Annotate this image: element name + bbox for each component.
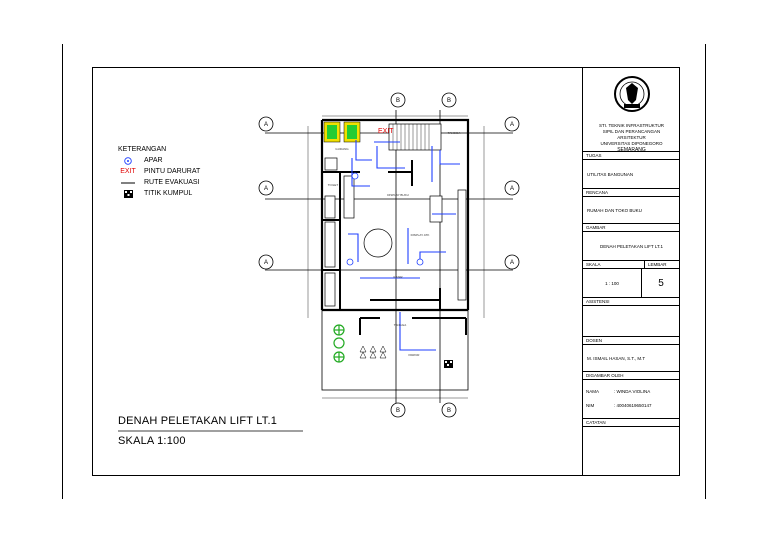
- legend-label: APAR: [144, 156, 163, 164]
- assembly-point-icon: [118, 190, 138, 198]
- svg-text:PARKIR: PARKIR: [408, 353, 420, 357]
- svg-text:TANGGA: TANGGA: [447, 131, 461, 135]
- legend-item-route: [118, 177, 200, 188]
- nama-value: : WINDA VIOLINA: [614, 388, 651, 394]
- rencana-label: RENCANA: [583, 188, 680, 197]
- exit-sign: EXIT: [120, 167, 136, 175]
- legend-title: KETERANGAN: [118, 146, 167, 153]
- institution-line: STI. TEKNIK INFRASTRUKTUR: [599, 123, 664, 128]
- line-icon: [118, 181, 138, 185]
- svg-text:TOILET: TOILET: [327, 183, 339, 187]
- svg-text:B: B: [395, 408, 401, 414]
- exit-mark: EXIT: [378, 128, 394, 135]
- svg-text:GUDANG: GUDANG: [335, 147, 349, 151]
- legend-item-apar: [118, 155, 200, 166]
- institution-line: SIPIL DAN PERANCANGAN ARSITEKTUR: [602, 129, 661, 140]
- svg-text:DISPLAY BUKU: DISPLAY BUKU: [387, 193, 409, 197]
- catatan-label: CATATAN: [583, 418, 680, 427]
- svg-text:A: A: [509, 186, 515, 192]
- legend-item-assembly: [118, 188, 200, 199]
- svg-text:DISPLAY ATK: DISPLAY ATK: [410, 233, 430, 237]
- svg-text:B: B: [395, 98, 401, 104]
- tugas-label: TUGAS: [583, 151, 680, 160]
- nim-label: NIM: [586, 402, 595, 408]
- nama-label: NAMA: [586, 388, 600, 394]
- institution-line: UNIVERSITAS DIPONEGORO: [600, 141, 663, 146]
- legend-label: PINTU DARURAT: [144, 167, 201, 175]
- tugas-value: UTILITAS BANGUNAN: [587, 171, 634, 177]
- legend: [118, 145, 200, 199]
- title-block: [582, 67, 680, 476]
- svg-text:A: A: [509, 260, 515, 266]
- gambar-label: GAMBAR: [583, 223, 680, 232]
- svg-text:A: A: [263, 260, 269, 266]
- legend-item-exit: [118, 166, 200, 177]
- lembar-value: 5: [658, 277, 664, 289]
- drawing-title: DENAH PELETAKAN LIFT LT.1: [118, 415, 278, 427]
- institution-city: SEMARANG: [617, 147, 646, 153]
- svg-text:B: B: [446, 98, 452, 104]
- dosen-value: M. ISMAIL HASAN, S.T., M.T: [587, 355, 646, 361]
- dosen-label: DOSEN: [583, 336, 680, 345]
- nim-value: : 40040619650147: [614, 402, 652, 408]
- asistensi-label: ASISTENSI: [583, 297, 680, 306]
- apar-icon: [118, 157, 138, 165]
- svg-text:A: A: [263, 122, 269, 128]
- svg-text:TANGGA: TANGGA: [393, 323, 407, 327]
- university-logo: [583, 67, 680, 120]
- skala-label: SKALA: [583, 261, 645, 268]
- legend-label: RUTE EVAKUASI: [144, 178, 200, 186]
- gambar-value: DENAH PELETAKAN LIFT LT.1: [599, 243, 664, 249]
- lembar-label: LEMBAR: [648, 262, 667, 267]
- svg-text:KASIR: KASIR: [393, 275, 403, 279]
- drawing-scale: SKALA 1:100: [118, 435, 186, 447]
- digambar-label: DIGAMBAR OLEH: [583, 371, 680, 380]
- asistensi-area: [583, 306, 680, 336]
- svg-text:A: A: [509, 122, 515, 128]
- legend-label: TITIK KUMPUL: [144, 189, 193, 197]
- skala-value: 1 : 100: [583, 269, 642, 297]
- svg-text:A: A: [263, 186, 269, 192]
- institution-block: [583, 120, 680, 151]
- grid-lines: [265, 110, 513, 403]
- svg-text:B: B: [446, 408, 452, 414]
- rencana-value: RUMAH DAN TOKO BUKU: [587, 207, 642, 213]
